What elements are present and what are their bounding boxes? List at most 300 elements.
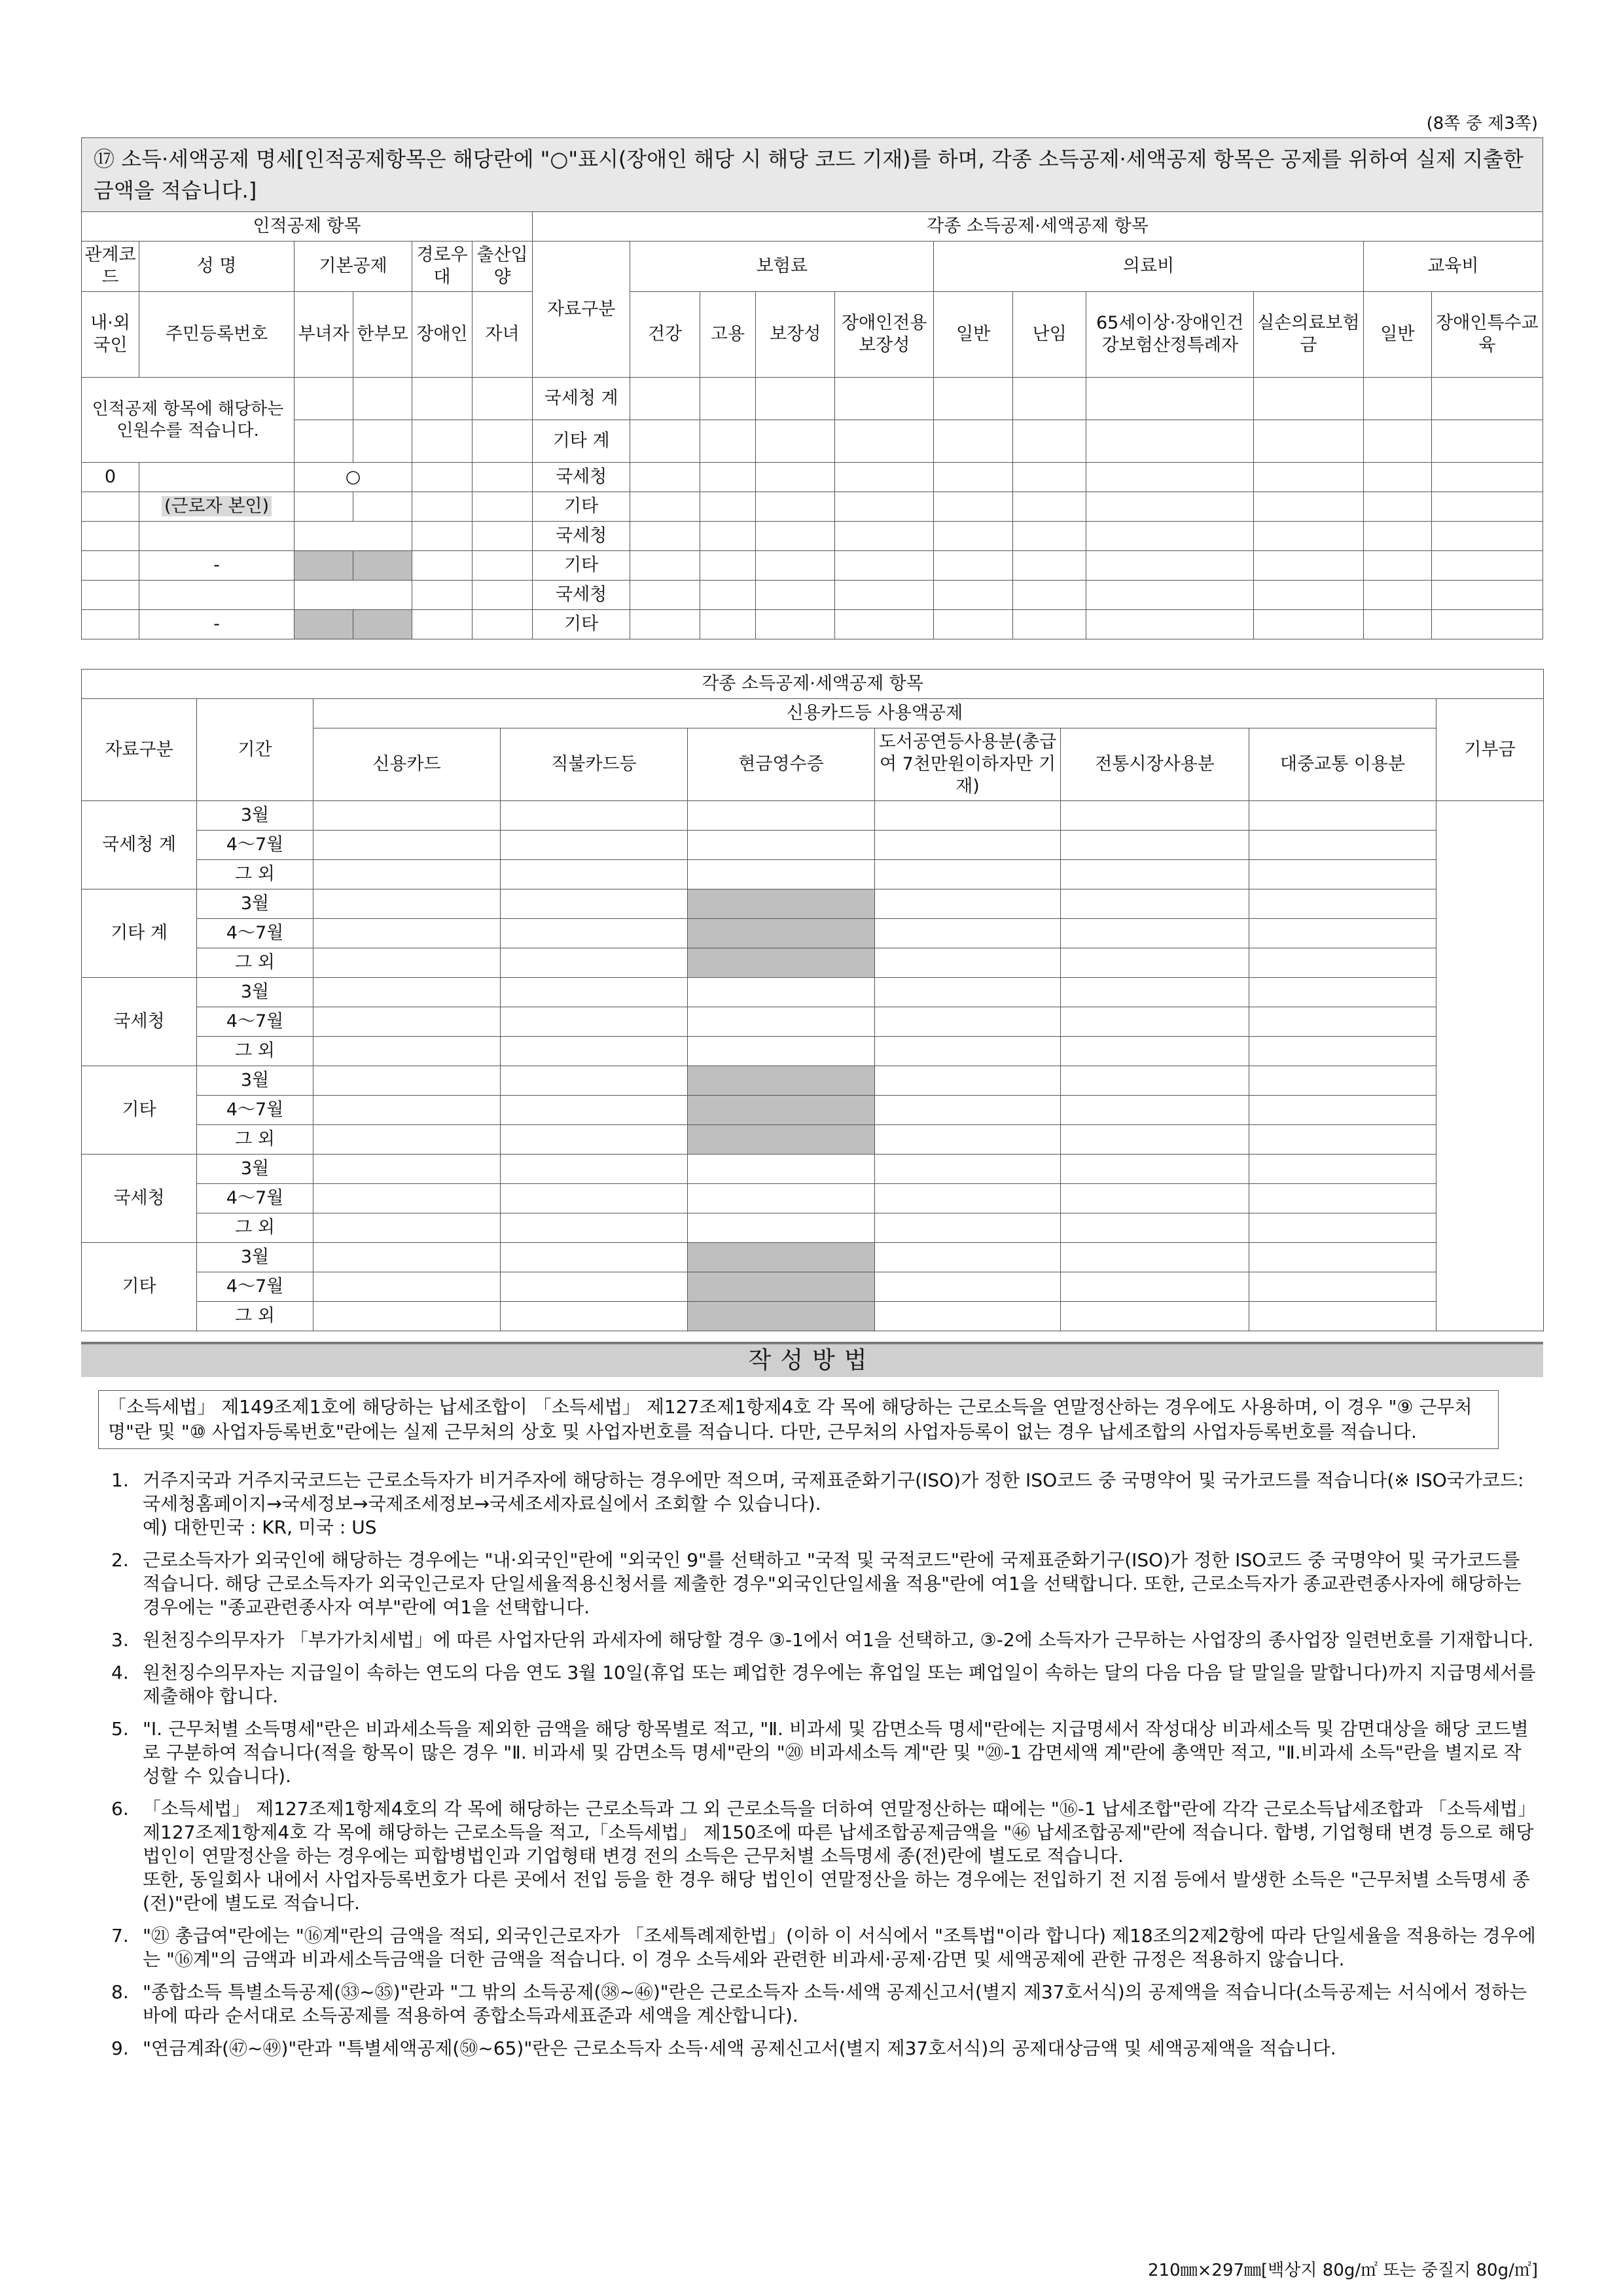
child-cell[interactable] xyxy=(473,492,533,522)
guide-item xyxy=(111,1797,1538,1915)
card-amount-cell[interactable] xyxy=(313,1037,501,1066)
card-amount-cell[interactable] xyxy=(875,1096,1061,1125)
period-label: 4～7월 xyxy=(197,1184,313,1213)
section-77-title: ⑰ 소득·세액공제 명세[인적공제항목은 해당란에 "○"표시(장애인 해당 시 해당 코드 기재)를 하며, 각종 소득공제·세액공제 항목은 공제를 위하여 실제 지출한 금액을 적습니다.] xyxy=(82,138,1543,212)
card-amount-cell[interactable] xyxy=(1249,1037,1436,1066)
amount-cell[interactable] xyxy=(1254,581,1364,610)
birth-adoption-header: 출산입양 xyxy=(473,242,533,292)
card-amount-cell[interactable] xyxy=(501,1066,688,1096)
amount-cell[interactable] xyxy=(1013,581,1086,610)
card-amount-cell[interactable] xyxy=(313,1007,501,1037)
basic-deduction-cell[interactable] xyxy=(294,581,412,610)
insurance-header: 보험료 xyxy=(630,242,934,292)
guide-item-text: 근로소득자가 외국인에 해당하는 경우에는 "내·외국인"란에 "외국인 9"를 선택하고 "국적 및 국적코드"란에 국제표준화기구(ISO)가 정한 ISO코드 중 국명약어 및 국가코드를 적습니다. 해당 근로소득자가 외국인근로자 단일세율적용신청서를 제출한 경우"외국인단일세율 적용"란에 여1을 선택합니다. 또한, 근로소득자가 종교관련종사자에 해당하는 경우에는 "종교관련종사자 여부"란에 여1을 선택합니다. xyxy=(143,1549,1522,1618)
amount-cell[interactable] xyxy=(1363,551,1431,581)
amount-cell[interactable] xyxy=(1431,463,1543,492)
count-single-cell[interactable] xyxy=(353,378,412,420)
card-amount-cell[interactable] xyxy=(313,1302,501,1331)
amount-cell[interactable] xyxy=(1363,420,1431,463)
card-amount-cell[interactable] xyxy=(875,1007,1061,1037)
card-amount-cell[interactable] xyxy=(313,948,501,978)
period-label: 4～7월 xyxy=(197,1007,313,1037)
guide-box: 「소득세법」 제149조제1호에 해당하는 납세조합이 「소득세법」 제127조제1항제4호 각 목에 해당하는 근로소득을 연말정산하는 경우에도 사용하며, 이 경우 "⑨ 근무처명"란 및 "⑩ 사업자등록번호"란에는 실제 근무처의 상호 및 사업자번호를 적습니다. 다만, 근무처의 사업자등록이 없는 경우 납세조합의 사업자등록번호를 적습니다. xyxy=(98,1390,1499,1449)
disabled-cell[interactable] xyxy=(412,610,473,639)
shaded-cell xyxy=(294,551,353,581)
card-amount-cell[interactable] xyxy=(1249,1066,1436,1096)
card-amount-cell[interactable] xyxy=(1061,1184,1249,1213)
card-section-header: 각종 소득공제·세액공제 항목 xyxy=(82,670,1544,699)
count-single-cell[interactable] xyxy=(353,420,412,463)
amount-cell[interactable] xyxy=(934,551,1013,581)
amount-cell[interactable] xyxy=(934,610,1013,639)
amount-cell[interactable] xyxy=(1013,492,1086,522)
card-amount-cell[interactable] xyxy=(501,1243,688,1272)
count-disabled-cell[interactable] xyxy=(412,420,473,463)
card-amount-cell[interactable] xyxy=(501,978,688,1007)
card-amount-cell[interactable] xyxy=(875,1125,1061,1155)
card-amount-cell[interactable] xyxy=(1249,1007,1436,1037)
card-amount-cell[interactable] xyxy=(1061,1037,1249,1066)
paper-spec: 210㎜×297㎜[백상지 80g/㎡ 또는 중질지 80g/㎡] xyxy=(1147,2261,1538,2280)
guide-title: 작성방법 xyxy=(81,1342,1543,1377)
card-amount-cell[interactable] xyxy=(1249,1096,1436,1125)
card-amount-cell[interactable] xyxy=(313,1096,501,1125)
page-info: (8쪽 중 제3쪽) xyxy=(1426,114,1538,134)
period-label: 그 외 xyxy=(197,1037,313,1066)
amount-cell[interactable] xyxy=(630,378,700,420)
source-other-total: 기타 계 xyxy=(533,420,630,463)
card-amount-cell[interactable] xyxy=(313,1066,501,1096)
card-amount-cell[interactable] xyxy=(313,831,501,860)
amount-cell[interactable] xyxy=(630,492,700,522)
shaded-cell xyxy=(688,1096,875,1125)
card-amount-cell[interactable] xyxy=(1061,978,1249,1007)
card-amount-cell[interactable] xyxy=(1249,1125,1436,1155)
guide-list xyxy=(111,1469,1538,2070)
card-amount-cell[interactable] xyxy=(875,1155,1061,1184)
card-amount-cell[interactable] xyxy=(1249,1155,1436,1184)
card-amount-cell[interactable] xyxy=(875,1184,1061,1213)
basic-deduction-header: 기본공제 xyxy=(294,242,412,292)
foreign-cell[interactable] xyxy=(82,610,139,639)
amount-cell[interactable] xyxy=(756,492,835,522)
credit-card-header: 신용카드 xyxy=(313,728,501,801)
woman-cell[interactable] xyxy=(294,492,353,522)
card-amount-cell[interactable] xyxy=(1061,1096,1249,1125)
guide-item-text: 거주지국과 거주지국코드는 근로소득자가 비거주자에 해당하는 경우에만 적으며, 국제표준화기구(ISO)가 정한 ISO코드 중 국명약어 및 국가코드를 적습니다(※ ISO국가코드: 국세청홈페이지→국세정보→국제조세정보→국세조세자료실에서 조회할 수 있습니다). xyxy=(143,1469,1524,1515)
card-amount-cell[interactable] xyxy=(501,919,688,948)
card-amount-cell[interactable] xyxy=(1061,1302,1249,1331)
foreign-header: 내·외국인 xyxy=(82,292,139,378)
card-amount-cell[interactable] xyxy=(875,1272,1061,1302)
card-amount-cell[interactable] xyxy=(875,1213,1061,1243)
amount-cell[interactable] xyxy=(1431,551,1543,581)
card-source-label: 기타 계 xyxy=(82,889,197,978)
card-amount-cell[interactable] xyxy=(688,978,875,1007)
amount-cell[interactable] xyxy=(1254,551,1364,581)
card-amount-cell[interactable] xyxy=(501,831,688,860)
period-label: 그 외 xyxy=(197,1302,313,1331)
amount-cell[interactable] xyxy=(934,522,1013,551)
guide-item-extra: 또한, 동일회사 내에서 사업자등록번호가 다른 곳에서 전입 등을 한 경우 해당 법인이 연말정산을 하는 경우에는 전입하기 전 지점 등에서 발생한 소득은 "근무처별 소득명세 종(전)"란에 별도로 적습니다. xyxy=(143,1869,1530,1914)
count-disabled-cell[interactable] xyxy=(412,378,473,420)
child-cell[interactable] xyxy=(473,551,533,581)
amount-cell[interactable] xyxy=(1363,463,1431,492)
shaded-cell xyxy=(688,1125,875,1155)
period-label: 3월 xyxy=(197,889,313,919)
card-amount-cell[interactable] xyxy=(688,801,875,831)
period-label: 3월 xyxy=(197,978,313,1007)
ins-disabled-header: 장애인전용보장성 xyxy=(835,292,934,378)
card-amount-cell[interactable] xyxy=(501,860,688,889)
disabled-cell[interactable] xyxy=(412,492,473,522)
amount-cell[interactable] xyxy=(1086,551,1254,581)
amount-cell[interactable] xyxy=(1086,378,1254,420)
amount-cell[interactable] xyxy=(756,378,835,420)
card-amount-cell[interactable] xyxy=(1249,1243,1436,1272)
amount-cell[interactable] xyxy=(1086,492,1254,522)
amount-cell[interactable] xyxy=(756,522,835,551)
period-label: 그 외 xyxy=(197,1125,313,1155)
card-amount-cell[interactable] xyxy=(1061,1155,1249,1184)
rrn-dash[interactable]: - xyxy=(139,551,294,581)
child-cell[interactable] xyxy=(473,610,533,639)
guide-item xyxy=(111,1717,1538,1788)
card-amount-cell[interactable] xyxy=(1061,831,1249,860)
card-source-label: 국세청 계 xyxy=(82,801,197,889)
card-amount-cell[interactable] xyxy=(501,1096,688,1125)
guide-item-number: 3. xyxy=(111,1629,129,1651)
personal-deduction-header: 인적공제 항목 xyxy=(82,212,533,242)
card-amount-cell[interactable] xyxy=(313,978,501,1007)
disabled-header: 장애인 xyxy=(412,292,473,378)
guide-item-text: "Ⅰ. 근무처별 소득명세"란은 비과세소득을 제외한 금액을 해당 항목별로 적고, "Ⅱ. 비과세 및 감면소득 명세"란에는 지급명세서 작성대상 비과세소득 및 감면대상을 해당 코드별로 구분하여 적습니다(적을 항목이 많은 경우 "Ⅱ. 비과세 및 감면소득 명세"란의 "⑳ 비과세소득 계"란 및 "⑳-1 감면세액 계"란에 총액만 적고, "Ⅱ.비과세 소득"란을 별지로 작성할 수 있습니다). xyxy=(143,1718,1529,1787)
card-amount-cell[interactable] xyxy=(501,1213,688,1243)
amount-cell[interactable] xyxy=(835,492,934,522)
single-cell[interactable] xyxy=(353,492,412,522)
count-woman-cell[interactable] xyxy=(294,420,353,463)
med-insurance-header: 실손의료보험금 xyxy=(1254,292,1364,378)
amount-cell[interactable] xyxy=(1013,522,1086,551)
birth-cell[interactable] xyxy=(473,463,533,492)
amount-cell[interactable] xyxy=(934,378,1013,420)
amount-cell[interactable] xyxy=(700,378,756,420)
guide-item xyxy=(111,2037,1538,2060)
card-amount-cell[interactable] xyxy=(688,1037,875,1066)
card-amount-cell[interactable] xyxy=(1249,831,1436,860)
count-note: 인적공제 항목에 해당하는 인원수를 적습니다. xyxy=(82,378,294,463)
amount-cell[interactable] xyxy=(1013,610,1086,639)
source-nts: 국세청 xyxy=(533,581,630,610)
card-amount-cell[interactable] xyxy=(501,1272,688,1302)
elderly-cell[interactable] xyxy=(412,522,473,551)
shaded-cell xyxy=(688,1302,875,1331)
foreign-cell[interactable] xyxy=(82,551,139,581)
card-usage-header: 신용카드등 사용액공제 xyxy=(313,699,1436,728)
card-amount-cell[interactable] xyxy=(1249,1213,1436,1243)
card-amount-cell[interactable] xyxy=(688,1184,875,1213)
guide-item-number: 8. xyxy=(111,1981,129,2003)
card-amount-cell[interactable] xyxy=(1061,801,1249,831)
amount-cell[interactable] xyxy=(1363,610,1431,639)
basic-deduction-cell[interactable] xyxy=(294,522,412,551)
amount-cell[interactable] xyxy=(1254,610,1364,639)
name-cell[interactable] xyxy=(139,463,294,492)
amount-cell[interactable] xyxy=(1086,522,1254,551)
amount-cell[interactable] xyxy=(835,610,934,639)
shaded-cell xyxy=(688,889,875,919)
amount-cell[interactable] xyxy=(934,581,1013,610)
rrn-dash[interactable]: - xyxy=(139,610,294,639)
card-amount-cell[interactable] xyxy=(1061,1066,1249,1096)
card-amount-cell[interactable] xyxy=(875,860,1061,889)
card-amount-cell[interactable] xyxy=(875,801,1061,831)
card-amount-cell[interactable] xyxy=(313,919,501,948)
count-child-cell[interactable] xyxy=(473,420,533,463)
card-amount-cell[interactable] xyxy=(1061,889,1249,919)
amount-cell[interactable] xyxy=(1431,581,1543,610)
guide-item-number: 1. xyxy=(111,1469,129,1491)
card-body xyxy=(82,801,1544,1331)
card-amount-cell[interactable] xyxy=(1061,948,1249,978)
amount-cell[interactable] xyxy=(1431,420,1543,463)
period-label: 그 외 xyxy=(197,948,313,978)
foreign-cell[interactable] xyxy=(82,492,139,522)
card-amount-cell[interactable] xyxy=(688,860,875,889)
birth-cell[interactable] xyxy=(473,522,533,551)
card-amount-cell[interactable] xyxy=(875,1243,1061,1272)
amount-cell[interactable] xyxy=(1431,522,1543,551)
ins-health-header: 건강 xyxy=(630,292,700,378)
amount-cell[interactable] xyxy=(934,420,1013,463)
name-header: 성 명 xyxy=(139,242,294,292)
count-woman-cell[interactable] xyxy=(294,378,353,420)
shaded-cell xyxy=(688,948,875,978)
med-elderly-header: 65세이상·장애인건강보험산정특례자 xyxy=(1086,292,1254,378)
amount-cell[interactable] xyxy=(630,610,700,639)
amount-cell[interactable] xyxy=(1086,610,1254,639)
card-amount-cell[interactable] xyxy=(875,978,1061,1007)
education-header: 교육비 xyxy=(1363,242,1543,292)
amount-cell[interactable] xyxy=(1013,378,1086,420)
relation-code-cell[interactable]: 0 xyxy=(82,463,139,492)
amount-cell[interactable] xyxy=(700,551,756,581)
amount-cell[interactable] xyxy=(756,420,835,463)
card-amount-cell[interactable] xyxy=(1249,1302,1436,1331)
card-source-label: 기타 xyxy=(82,1243,197,1331)
card-amount-cell[interactable] xyxy=(313,1184,501,1213)
amount-cell[interactable] xyxy=(1013,420,1086,463)
card-amount-cell[interactable] xyxy=(501,801,688,831)
book-culture-header: 도서공연등사용분(총급여 7천만원이하자만 기재) xyxy=(875,728,1061,801)
ins-employ-header: 고용 xyxy=(700,292,756,378)
guide-item-number: 5. xyxy=(111,1718,129,1740)
relation-code-cell[interactable] xyxy=(82,581,139,610)
card-amount-cell[interactable] xyxy=(1061,1243,1249,1272)
guide-item-text: 원천징수의무자는 지급일이 속하는 연도의 다음 연도 3월 10일(휴업 또는 폐업한 경우에는 휴업일 또는 폐업일이 속하는 달의 다음 다음 달 말일을 말합니다)까지 지급명세서를 제출해야 합니다. xyxy=(143,1662,1536,1707)
amount-cell[interactable] xyxy=(1086,581,1254,610)
amount-cell[interactable] xyxy=(1086,463,1254,492)
amount-cell[interactable] xyxy=(700,581,756,610)
card-amount-cell[interactable] xyxy=(313,860,501,889)
amount-cell[interactable] xyxy=(1086,420,1254,463)
shaded-cell xyxy=(353,551,412,581)
card-amount-cell[interactable] xyxy=(1249,801,1436,831)
amount-cell[interactable] xyxy=(835,420,934,463)
card-amount-cell[interactable] xyxy=(1249,1184,1436,1213)
guide-item-text: 「소득세법」 제127조제1항제4호의 각 목에 해당하는 근로소득과 그 외 근로소득을 더하여 연말정산하는 때에는 "⑯-1 납세조합"란에 각각 근로소득납세조합과 「소득세법」 제127조제1항제4호 각 목에 해당하는 근로소득을 적고,「소득세법」 제150조에 따른 납세조합공제금액을 "㊻ 납세조합공제"란에 적습니다. 합병, 기업형태 변경 등으로 해당 법인이 연말정산을 하는 경우에는 피합병법인과 기업형태 변경 전의 소득은 근무처별 소득명세 종(전)란에 별도로 적습니다. xyxy=(143,1798,1537,1867)
amount-cell[interactable] xyxy=(835,463,934,492)
guide-item-number: 6. xyxy=(111,1798,129,1820)
guide-item-extra: 예) 대한민국 : KR, 미국 : US xyxy=(143,1516,377,1538)
amount-cell[interactable] xyxy=(934,492,1013,522)
guide-item xyxy=(111,1981,1538,2028)
amount-cell[interactable] xyxy=(1363,492,1431,522)
card-amount-cell[interactable] xyxy=(875,919,1061,948)
source-type-header: 자료구분 xyxy=(533,242,630,378)
card-amount-cell[interactable] xyxy=(313,1155,501,1184)
relation-code-cell[interactable] xyxy=(82,522,139,551)
period-label: 4～7월 xyxy=(197,831,313,860)
amount-cell[interactable] xyxy=(1431,610,1543,639)
guide-item-number: 4. xyxy=(111,1662,129,1683)
card-amount-cell[interactable] xyxy=(688,1155,875,1184)
elderly-cell[interactable] xyxy=(412,581,473,610)
card-amount-cell[interactable] xyxy=(1061,1007,1249,1037)
card-amount-cell[interactable] xyxy=(501,1037,688,1066)
amount-cell[interactable] xyxy=(835,522,934,551)
amount-cell[interactable] xyxy=(1254,492,1364,522)
card-amount-cell[interactable] xyxy=(688,1007,875,1037)
card-amount-cell[interactable] xyxy=(501,889,688,919)
card-amount-cell[interactable] xyxy=(1061,1213,1249,1243)
card-amount-cell[interactable] xyxy=(875,1066,1061,1096)
amount-cell[interactable] xyxy=(630,522,700,551)
disabled-cell[interactable] xyxy=(412,551,473,581)
amount-cell[interactable] xyxy=(700,610,756,639)
card-amount-cell[interactable] xyxy=(1249,978,1436,1007)
card-amount-cell[interactable] xyxy=(1249,948,1436,978)
amount-cell[interactable] xyxy=(1254,463,1364,492)
period-label: 4～7월 xyxy=(197,919,313,948)
card-amount-cell[interactable] xyxy=(1061,1125,1249,1155)
amount-cell[interactable] xyxy=(756,551,835,581)
card-amount-cell[interactable] xyxy=(501,1125,688,1155)
card-amount-cell[interactable] xyxy=(1061,860,1249,889)
card-amount-cell[interactable] xyxy=(875,948,1061,978)
basic-deduction-mark[interactable]: ○ xyxy=(294,463,412,492)
donation-header: 기부금 xyxy=(1436,699,1544,801)
amount-cell[interactable] xyxy=(934,463,1013,492)
card-amount-cell[interactable] xyxy=(313,1213,501,1243)
amount-cell[interactable] xyxy=(756,463,835,492)
amount-cell[interactable] xyxy=(700,522,756,551)
card-amount-cell[interactable] xyxy=(688,1213,875,1243)
donation-cell[interactable] xyxy=(1436,801,1544,1331)
amount-cell[interactable] xyxy=(1363,378,1431,420)
amount-cell[interactable] xyxy=(630,551,700,581)
card-amount-cell[interactable] xyxy=(1061,1272,1249,1302)
amount-cell[interactable] xyxy=(835,378,934,420)
amount-cell[interactable] xyxy=(630,581,700,610)
amount-cell[interactable] xyxy=(1013,463,1086,492)
card-amount-cell[interactable] xyxy=(875,889,1061,919)
amount-cell[interactable] xyxy=(700,420,756,463)
amount-cell[interactable] xyxy=(1254,420,1364,463)
card-amount-cell[interactable] xyxy=(1249,1272,1436,1302)
card-amount-cell[interactable] xyxy=(501,948,688,978)
various-deduction-header: 각종 소득공제·세액공제 항목 xyxy=(533,212,1543,242)
amount-cell[interactable] xyxy=(700,492,756,522)
period-label: 그 외 xyxy=(197,1213,313,1243)
period-label: 3월 xyxy=(197,1066,313,1096)
amount-cell[interactable] xyxy=(700,463,756,492)
amount-cell[interactable] xyxy=(1254,378,1364,420)
rrn-header: 주민등록번호 xyxy=(139,292,294,378)
period-label: 그 외 xyxy=(197,860,313,889)
card-amount-cell[interactable] xyxy=(501,1155,688,1184)
source-other: 기타 xyxy=(533,551,630,581)
period-label: 4～7월 xyxy=(197,1096,313,1125)
amount-cell[interactable] xyxy=(835,581,934,610)
card-amount-cell[interactable] xyxy=(501,1184,688,1213)
amount-cell[interactable] xyxy=(630,463,700,492)
card-amount-cell[interactable] xyxy=(313,801,501,831)
elderly-cell[interactable] xyxy=(412,463,473,492)
amount-cell[interactable] xyxy=(1363,581,1431,610)
card-source-header: 자료구분 xyxy=(82,699,197,801)
card-amount-cell[interactable] xyxy=(313,889,501,919)
card-amount-cell[interactable] xyxy=(1249,919,1436,948)
amount-cell[interactable] xyxy=(756,610,835,639)
card-amount-cell[interactable] xyxy=(313,1125,501,1155)
card-amount-cell[interactable] xyxy=(875,1302,1061,1331)
shaded-cell xyxy=(688,919,875,948)
amount-cell[interactable] xyxy=(1431,492,1543,522)
count-child-cell[interactable] xyxy=(473,378,533,420)
amount-cell[interactable] xyxy=(1254,522,1364,551)
amount-cell[interactable] xyxy=(1013,551,1086,581)
guide-item-number: 9. xyxy=(111,2037,129,2059)
guide-item xyxy=(111,1469,1538,1539)
card-amount-cell[interactable] xyxy=(1249,860,1436,889)
self-label xyxy=(139,492,294,522)
card-source-label: 기타 xyxy=(82,1066,197,1155)
medical-header: 의료비 xyxy=(934,242,1363,292)
card-amount-cell[interactable] xyxy=(1061,919,1249,948)
card-amount-cell[interactable] xyxy=(313,1243,501,1272)
name-cell[interactable] xyxy=(139,522,294,551)
card-amount-cell[interactable] xyxy=(501,1302,688,1331)
guide-item xyxy=(111,1661,1538,1708)
card-amount-cell[interactable] xyxy=(313,1272,501,1302)
med-infertility-header: 난임 xyxy=(1013,292,1086,378)
card-amount-cell[interactable] xyxy=(875,831,1061,860)
amount-cell[interactable] xyxy=(1363,522,1431,551)
amount-cell[interactable] xyxy=(756,581,835,610)
card-amount-cell[interactable] xyxy=(688,831,875,860)
amount-cell[interactable] xyxy=(835,551,934,581)
amount-cell[interactable] xyxy=(1431,378,1543,420)
edu-general-header: 일반 xyxy=(1363,292,1431,378)
card-source-label: 국세청 xyxy=(82,978,197,1066)
card-amount-cell[interactable] xyxy=(501,1007,688,1037)
birth-cell[interactable] xyxy=(473,581,533,610)
card-amount-cell[interactable] xyxy=(1249,889,1436,919)
card-amount-cell[interactable] xyxy=(875,1037,1061,1066)
amount-cell[interactable] xyxy=(630,420,700,463)
name-cell[interactable] xyxy=(139,581,294,610)
